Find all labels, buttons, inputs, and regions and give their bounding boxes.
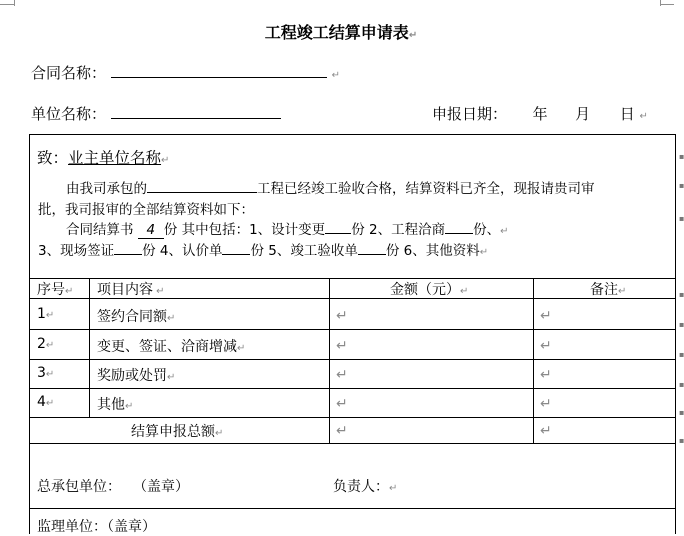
margin-tick: ▪ bbox=[679, 181, 684, 190]
total-label-text: 结算申报总额 bbox=[131, 424, 215, 440]
table-vline bbox=[329, 278, 330, 443]
report-date-group bbox=[432, 103, 648, 124]
table-row-4-remark[interactable]: ↵ bbox=[540, 396, 552, 412]
table-row-2-amount[interactable]: ↵ bbox=[336, 338, 348, 354]
letter-to-line bbox=[37, 146, 169, 168]
margin-tick: ▪ bbox=[679, 152, 684, 161]
row-item-text: 变更、签证、洽商增减 bbox=[97, 339, 237, 355]
letter-line-4 bbox=[38, 239, 488, 259]
total-amount[interactable]: ↵ bbox=[336, 423, 348, 439]
paragraph-mark: ↵ bbox=[618, 286, 627, 297]
unit-name-label: 单位名称： bbox=[31, 105, 107, 123]
header-item-text: 项目内容 bbox=[97, 282, 153, 298]
contract-name-row bbox=[31, 62, 340, 83]
paragraph-mark: ↵ bbox=[65, 286, 74, 297]
header-item bbox=[97, 279, 165, 299]
paragraph-mark: ↵ bbox=[153, 286, 165, 297]
row-item-text: 奖励或处罚 bbox=[97, 368, 167, 384]
supervisor-label: 监理单位：（盖章） bbox=[37, 519, 156, 535]
row-item-text: 签约合同额 bbox=[97, 309, 167, 325]
table-row-2-no bbox=[37, 336, 54, 352]
paragraph-mark: ↵ bbox=[45, 310, 55, 321]
letter-to-prefix: 致： bbox=[37, 149, 69, 167]
margin-tick: ▪ bbox=[679, 350, 684, 359]
letter-line-2 bbox=[38, 198, 254, 218]
project-name-blank[interactable] bbox=[147, 180, 257, 193]
header-no bbox=[37, 279, 73, 299]
document-title bbox=[0, 20, 682, 43]
table-row-1-remark[interactable]: ↵ bbox=[540, 308, 552, 324]
paragraph-mark: ↵ bbox=[389, 483, 398, 494]
table-row-1-amount[interactable]: ↵ bbox=[336, 308, 348, 324]
table-hline bbox=[30, 329, 675, 330]
table-row-3-item bbox=[97, 365, 175, 385]
person-in-charge-line bbox=[333, 476, 397, 496]
paragraph-mark: ↵ bbox=[460, 286, 469, 297]
table-row-3-no bbox=[37, 365, 54, 381]
paragraph-mark: ↵ bbox=[215, 428, 224, 439]
margin-tick: ▪ bbox=[679, 320, 684, 329]
letter-line-4-c: 份 5、竣工验收单 bbox=[250, 243, 358, 259]
contract-name-label: 合同名称： bbox=[31, 64, 107, 82]
report-date-label: 申报日期： bbox=[432, 105, 508, 123]
corner-mark-right bbox=[660, 4, 674, 5]
table-row-3-remark[interactable]: ↵ bbox=[540, 367, 552, 383]
contractor-label: 总承包单位： bbox=[37, 479, 121, 495]
paragraph-mark: ↵ bbox=[639, 111, 648, 122]
paragraph-mark: ↵ bbox=[45, 398, 55, 409]
table-hline bbox=[30, 508, 675, 509]
paragraph-mark: ↵ bbox=[45, 340, 55, 351]
margin-tick: ▪ bbox=[679, 380, 684, 389]
document-title-text: 工程竣工结算申请表 bbox=[264, 23, 409, 42]
seal-note: （盖章） bbox=[133, 479, 189, 495]
person-in-charge-label: 负责人： bbox=[333, 479, 389, 495]
letter-line-1 bbox=[66, 177, 595, 197]
corner-mark-right-v bbox=[660, 0, 661, 6]
letter-line-1-a: 由我司承包的 bbox=[66, 181, 147, 197]
supervisor-line-partial bbox=[37, 516, 156, 536]
site-visa-copies-blank[interactable] bbox=[114, 242, 142, 255]
corner-mark-left bbox=[0, 4, 14, 5]
table-row-2-item bbox=[97, 336, 245, 356]
corner-mark-left-v bbox=[14, 0, 15, 6]
header-no-text: 序号 bbox=[37, 282, 65, 298]
margin-tick: ▪ bbox=[679, 290, 684, 299]
table-row-1-no bbox=[37, 306, 54, 322]
margin-tick: ▪ bbox=[679, 408, 684, 417]
negotiation-copies-blank[interactable] bbox=[445, 221, 473, 234]
date-month: 月 bbox=[575, 105, 591, 123]
margin-tick: ▪ bbox=[679, 214, 684, 223]
header-remark bbox=[590, 279, 626, 299]
table-vline bbox=[89, 278, 90, 417]
table-hline bbox=[30, 417, 675, 418]
letter-line-4-a: 3、现场签证 bbox=[38, 243, 115, 259]
paragraph-mark: ↵ bbox=[331, 70, 340, 81]
paragraph-mark: ↵ bbox=[479, 247, 489, 258]
header-amount-text: 金额（元） bbox=[390, 282, 460, 298]
total-remark[interactable]: ↵ bbox=[540, 423, 552, 439]
total-label bbox=[131, 421, 223, 441]
table-row-4-amount[interactable]: ↵ bbox=[336, 396, 348, 412]
row-no-text: 1 bbox=[37, 306, 46, 322]
date-day: 日 bbox=[619, 105, 635, 123]
row-no-text: 4 bbox=[37, 394, 46, 410]
settlement-copies-value: 4 bbox=[138, 222, 164, 239]
application-form-box bbox=[29, 134, 676, 534]
unit-name-field[interactable] bbox=[111, 104, 281, 119]
table-hline bbox=[30, 388, 675, 389]
table-row-4-item bbox=[97, 394, 133, 414]
row-no-text: 2 bbox=[37, 336, 46, 352]
row-item-text: 其他 bbox=[97, 397, 125, 413]
margin-tick: ▪ bbox=[679, 436, 684, 445]
paragraph-mark: ↵ bbox=[500, 226, 509, 237]
paragraph-mark: ↵ bbox=[167, 313, 176, 324]
acceptance-copies-blank[interactable] bbox=[358, 242, 386, 255]
letter-line-3-d: 份、 bbox=[473, 222, 501, 238]
table-row-2-remark[interactable]: ↵ bbox=[540, 338, 552, 354]
table-row-4-no bbox=[37, 394, 54, 410]
letter-line-4-d: 份 6、其他资料 bbox=[385, 243, 480, 259]
letter-line-1-b: 工程已经竣工验收合格，结算资料已齐全，现报请贵司审 bbox=[257, 181, 595, 197]
letter-line-2-text: 批，我司报审的全部结算资料如下： bbox=[38, 202, 254, 218]
letter-line-3 bbox=[66, 218, 508, 239]
letter-section bbox=[30, 135, 675, 278]
paragraph-mark: ↵ bbox=[125, 401, 134, 412]
table-row-3-amount[interactable]: ↵ bbox=[336, 367, 348, 383]
contractor-line bbox=[37, 476, 189, 496]
paragraph-mark: ↵ bbox=[408, 30, 418, 41]
table-hline bbox=[30, 359, 675, 360]
contract-name-field[interactable] bbox=[111, 63, 327, 78]
date-year: 年 bbox=[532, 105, 548, 123]
header-amount bbox=[390, 279, 468, 299]
letter-line-3-b: 份 其中包括：1、设计变更 bbox=[163, 222, 326, 238]
letter-line-4-b: 份 4、认价单 bbox=[142, 243, 223, 259]
paragraph-mark: ↵ bbox=[161, 155, 170, 166]
letter-line-3-a: 合同结算书 bbox=[66, 222, 134, 238]
owner-unit-name: 业主单位名称 bbox=[68, 149, 162, 167]
price-confirm-copies-blank[interactable] bbox=[222, 242, 250, 255]
unit-name-row bbox=[31, 103, 671, 124]
header-remark-text: 备注 bbox=[590, 282, 618, 298]
table-hline bbox=[30, 443, 675, 444]
letter-line-3-c: 份 2、工程洽商 bbox=[351, 222, 446, 238]
table-vline bbox=[533, 278, 534, 443]
paragraph-mark: ↵ bbox=[45, 369, 55, 380]
row-no-text: 3 bbox=[37, 365, 46, 381]
paragraph-mark: ↵ bbox=[167, 372, 176, 383]
table-row-1-item bbox=[97, 306, 175, 326]
design-change-copies-blank[interactable] bbox=[325, 221, 351, 234]
paragraph-mark: ↵ bbox=[237, 343, 246, 354]
